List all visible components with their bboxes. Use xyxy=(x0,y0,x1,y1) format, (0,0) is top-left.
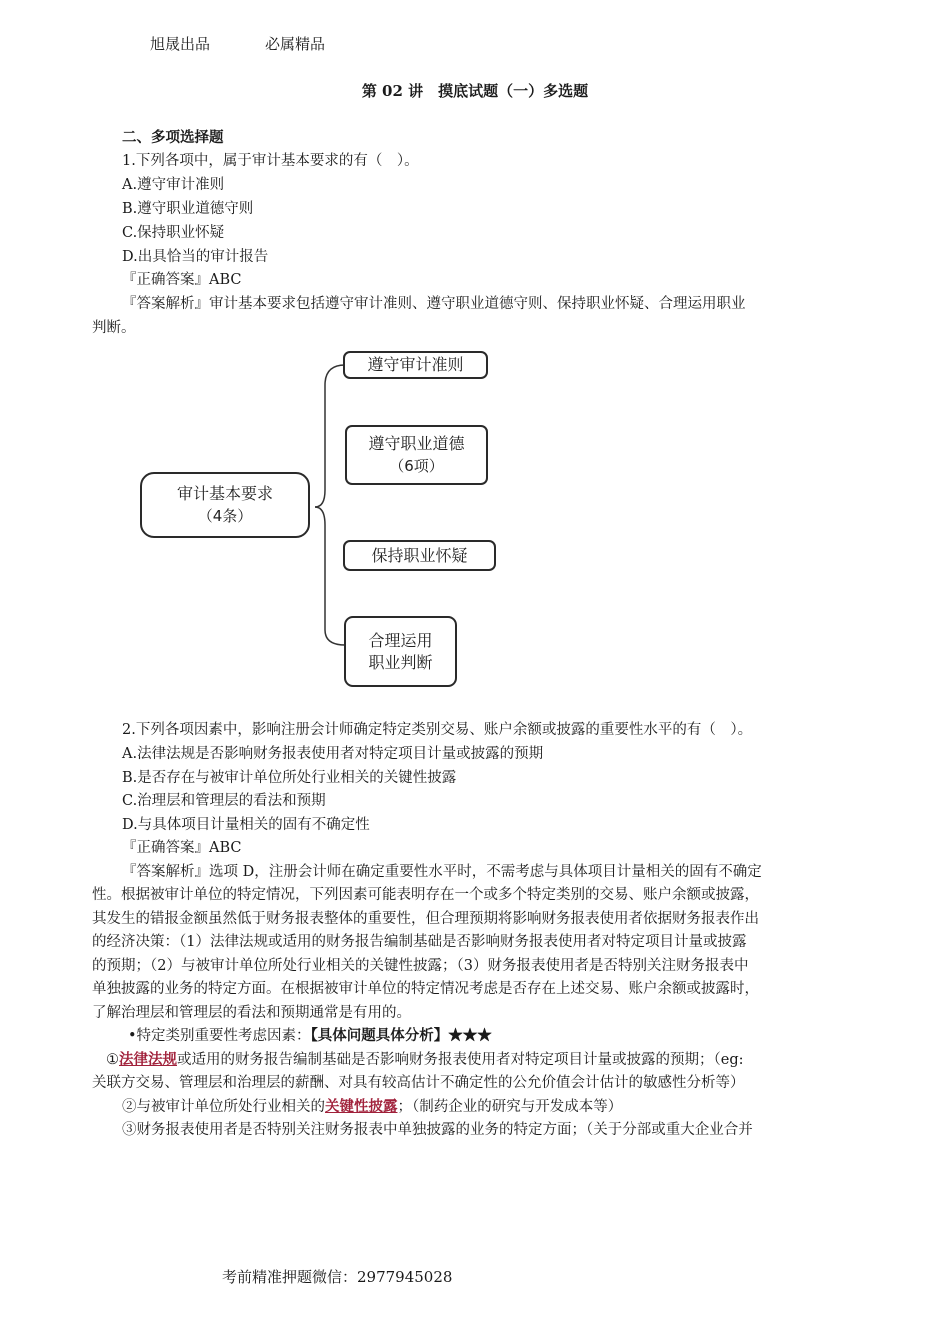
root-node-count: （4条） xyxy=(197,507,253,525)
q1-analysis-line-1: 『答案解析』审计基本要求包括遵守审计准则、遵守职业道德守则、保持职业怀疑、合理运用职业 xyxy=(122,296,746,312)
q2-stem: 2.下列各项因素中，影响注册会计师确定特定类别交易、账户余额或披露的重要性水平的有（ ）。 xyxy=(122,722,753,738)
q1-option-b: B.遵守职业道德守则 xyxy=(122,201,254,217)
q1-option-a: A.遵守审计准则 xyxy=(122,177,225,193)
note-prefix: •特定类别重要性考虑因素： xyxy=(128,1028,311,1044)
branch-professional-judgment xyxy=(344,616,457,687)
q2-analysis-line-7: 了解治理层和管理层的看法和预期通常是有用的。 xyxy=(92,1005,411,1021)
q2-analysis-line-6: 单独披露的业务的特定方面。在根据被审计单位的特定情况考虑是否存在上述交易、账户余额或披露时， xyxy=(92,981,759,997)
footer-contact: 考前精准押题微信：2977945028 xyxy=(222,1268,453,1286)
page-title: 第 02 讲 摸底试题（一）多选题 xyxy=(361,82,589,100)
branch-professional-ethics-count: （6项） xyxy=(389,457,444,475)
root-node-title: 审计基本要求 xyxy=(176,484,273,503)
q2-analysis-line-2: 性。根据被审计单位的特定情况，下列因素可能表明存在一个或多个特定类别的交易、账户余额或披露， xyxy=(92,887,759,903)
q2-option-b: B.是否存在与被审计单位所处行业相关的关键性披露 xyxy=(122,770,457,786)
factor-1-highlight: 法律法规 xyxy=(119,1051,177,1068)
q2-answer: 『正确答案』ABC xyxy=(122,840,242,856)
header-brand: 旭晟出品 xyxy=(150,35,211,53)
factor-1-continued: 关联方交易、管理层和治理层的薪酬、对具有较高估计不确定性的公允价值会计估计的敏感性分析等） xyxy=(92,1075,745,1091)
importance-factors-note xyxy=(128,1024,492,1048)
q2-analysis-line-5: 的预期；（2）与被审计单位所处行业相关的关键性披露；（3）财务报表使用者是否特别关注财务报表中 xyxy=(92,958,749,974)
q2-analysis-line-3: 其发生的错报金额虽然低于财务报表整体的重要性，但合理预期将影响财务报表使用者依据财务报表作出 xyxy=(92,911,759,927)
factor-2-text-after: ；（制药企业的研究与开发成本等） xyxy=(397,1099,623,1115)
q1-analysis-line-2: 判断。 xyxy=(92,320,136,336)
factor-1-text: 或适用的财务报告编制基础是否影响财务报表使用者对特定项目计量或披露的预期；（eg: xyxy=(177,1052,744,1068)
q2-option-c: C.治理层和管理层的看法和预期 xyxy=(122,793,326,809)
q2-analysis-line-1: 『答案解析』选项 D，注册会计师在确定重要性水平时，不需考虑与具体项目计量相关的固有不确定 xyxy=(122,864,762,880)
factor-2 xyxy=(122,1095,622,1119)
branch-professional-ethics xyxy=(345,425,488,485)
branch-professional-skepticism-label: 保持职业怀疑 xyxy=(371,545,468,565)
factor-2-text-before: ②与被审计单位所处行业相关的 xyxy=(122,1099,325,1115)
q2-option-d: D.与具体项目计量相关的固有不确定性 xyxy=(122,817,370,833)
branch-audit-standards xyxy=(343,351,488,379)
q1-option-d: D.出具恰当的审计报告 xyxy=(122,249,269,265)
q1-option-c: C.保持职业怀疑 xyxy=(122,225,225,241)
q1-answer: 『正确答案』ABC xyxy=(122,272,242,288)
q1-stem: 1.下列各项中，属于审计基本要求的有（ ）。 xyxy=(122,153,419,169)
q2-option-a: A.法律法规是否影响财务报表使用者对特定项目计量或披露的预期 xyxy=(122,746,544,762)
factor-1 xyxy=(106,1048,744,1072)
factor-1-number: ① xyxy=(106,1052,119,1068)
branch-audit-standards-label: 遵守审计准则 xyxy=(367,355,464,374)
factor-2-highlight: 关键性披露 xyxy=(325,1098,398,1115)
note-tag: 【具体问题具体分析】★★★ xyxy=(310,1027,492,1044)
q2-analysis-line-4: 的经济决策：（1）法律法规或适用的财务报告编制基础是否影响财务报表使用者对特定项目计量或披露 xyxy=(92,934,747,950)
mind-map-diagram xyxy=(0,340,950,700)
branch-professional-ethics-label: 遵守职业道德 xyxy=(368,434,465,453)
factor-3: ③财务报表使用者是否特别关注财务报表中单独披露的业务的特定方面；（关于分部或重大企业合并 xyxy=(122,1122,753,1138)
branch-professional-skepticism xyxy=(343,540,496,571)
header-slogan: 必属精品 xyxy=(265,35,326,53)
branch-professional-judgment-line-2: 职业判断 xyxy=(368,652,433,672)
root-node xyxy=(140,472,310,538)
branch-professional-judgment-line-1: 合理运用 xyxy=(368,630,433,650)
section-heading: 二、多项选择题 xyxy=(122,129,224,146)
